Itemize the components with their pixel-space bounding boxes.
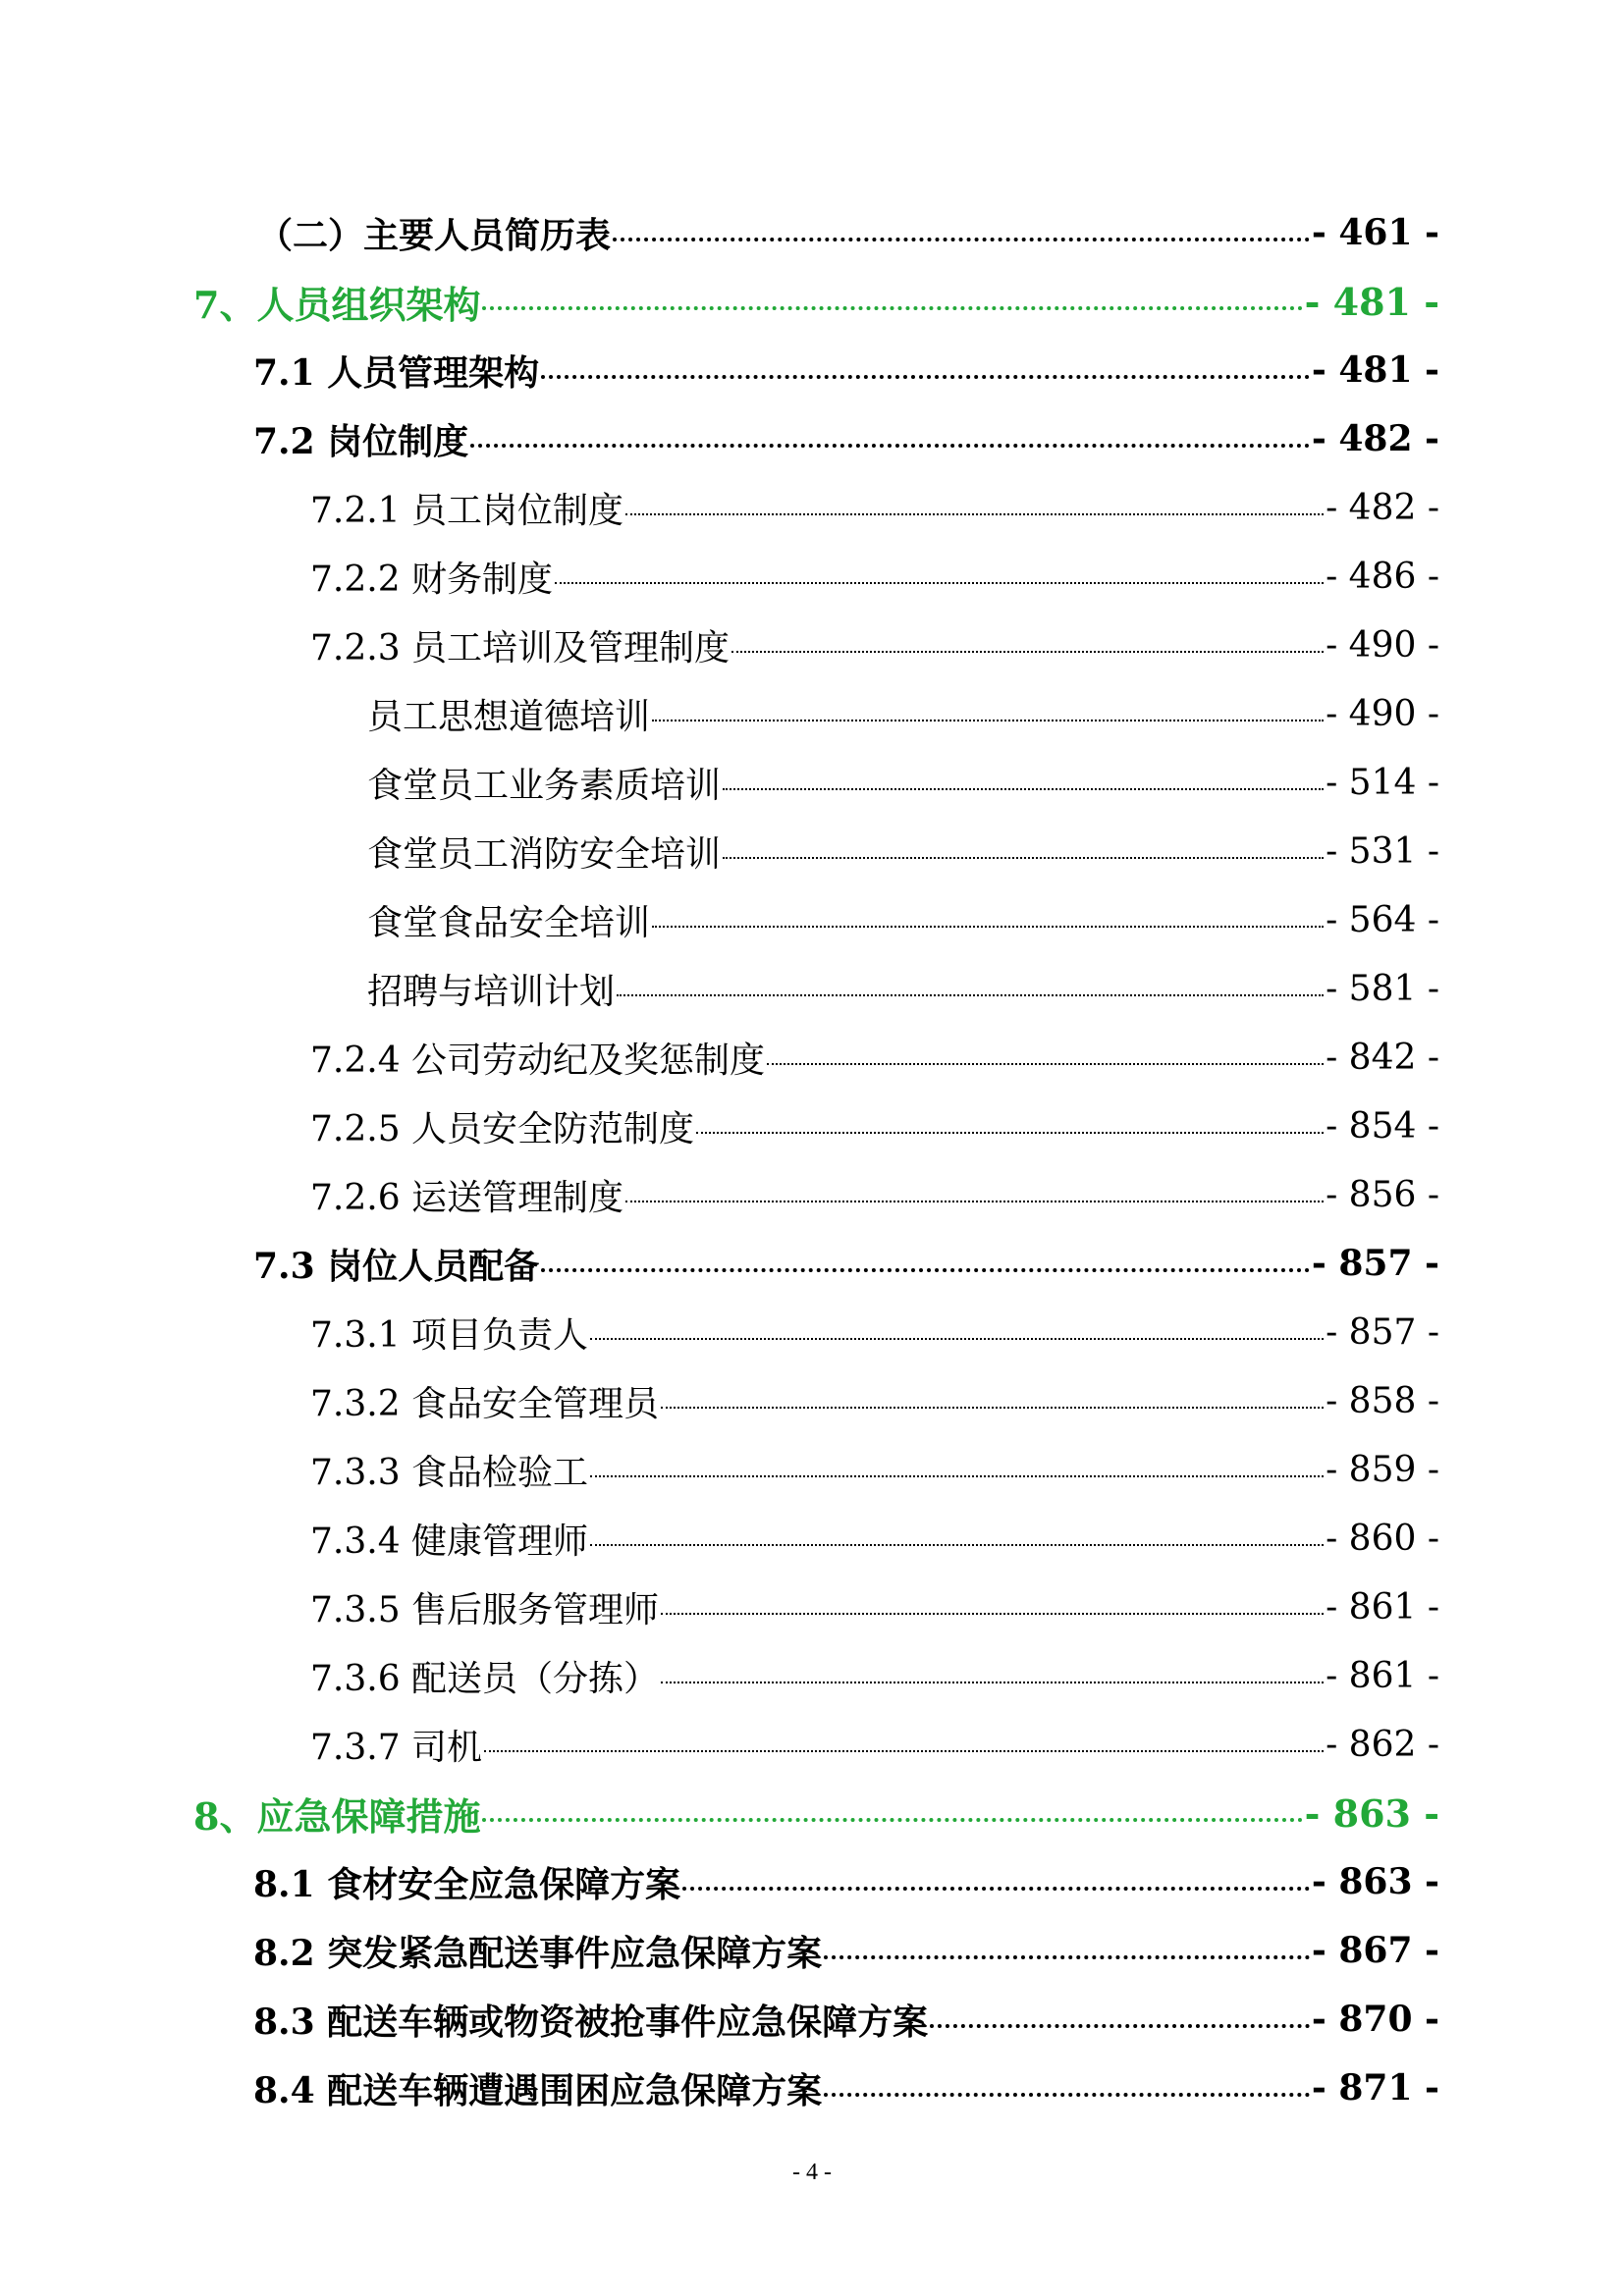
toc-entry-title: 7.3.5 售后服务管理师 xyxy=(310,1589,660,1630)
toc-entry[interactable] xyxy=(0,679,1624,748)
toc-entry-title: 食堂员工业务素质培训 xyxy=(367,765,722,806)
toc-entry[interactable] xyxy=(0,336,1624,404)
toc-entry-title: 食堂食品安全培训 xyxy=(367,902,651,943)
toc-dot-leader xyxy=(661,1682,1324,1683)
toc-entry-page: - 860 - xyxy=(1326,1518,1439,1559)
toc-dot-leader xyxy=(590,1338,1324,1340)
toc-entry[interactable] xyxy=(0,1847,1624,1916)
toc-entry-title: （二）主要人员简历表 xyxy=(257,214,612,256)
toc-entry[interactable] xyxy=(0,473,1624,542)
toc-entry-title: 7.1 人员管理架构 xyxy=(253,351,540,394)
toc-dot-leader xyxy=(617,994,1324,996)
toc-dot-leader xyxy=(625,1201,1324,1202)
toc-entry-page: - 514 - xyxy=(1326,762,1439,803)
toc-dot-leader xyxy=(613,238,1310,241)
toc-entry[interactable] xyxy=(0,1779,1624,1847)
toc-entry[interactable] xyxy=(0,817,1624,885)
toc-entry[interactable] xyxy=(0,1985,1624,2054)
toc-entry-title: 招聘与培训计划 xyxy=(367,971,616,1012)
toc-dot-leader xyxy=(541,1268,1310,1272)
toc-dot-leader xyxy=(731,651,1324,653)
toc-entry-page: - 481 - xyxy=(1304,279,1439,324)
toc-dot-leader xyxy=(723,857,1324,859)
toc-entry-title: 7.2.4 公司劳动纪及奖惩制度 xyxy=(310,1040,766,1081)
toc-entry[interactable] xyxy=(0,748,1624,817)
toc-dot-leader xyxy=(541,375,1310,379)
toc-dot-leader xyxy=(930,2024,1310,2028)
toc-entry[interactable] xyxy=(0,1160,1624,1229)
toc-entry-title: 员工思想道德培训 xyxy=(367,696,651,737)
toc-entry[interactable] xyxy=(0,1916,1624,1985)
toc-entry-page: - 858 - xyxy=(1326,1380,1439,1421)
toc-entry-page: - 856 - xyxy=(1326,1174,1439,1215)
toc-dot-leader xyxy=(767,1063,1324,1065)
toc-dot-leader xyxy=(723,788,1324,790)
toc-dot-leader xyxy=(696,1132,1324,1134)
toc-entry-page: - 862 - xyxy=(1326,1724,1439,1765)
toc-dot-leader xyxy=(484,1750,1324,1752)
toc-entry[interactable] xyxy=(0,198,1624,267)
toc-dot-leader xyxy=(590,1544,1324,1546)
toc-entry-title: 7.2.3 员工培训及管理制度 xyxy=(310,627,731,668)
toc-entry[interactable] xyxy=(0,542,1624,611)
toc-entry-page: - 863 - xyxy=(1311,1861,1439,1902)
toc-entry-page: - 857 - xyxy=(1311,1243,1439,1284)
toc-entry-page: - 854 - xyxy=(1326,1105,1439,1147)
table-of-contents xyxy=(0,198,1624,2122)
toc-entry[interactable] xyxy=(0,1504,1624,1573)
toc-dot-leader xyxy=(824,2093,1310,2097)
toc-entry-title: 7.2.2 财务制度 xyxy=(310,559,554,600)
toc-entry-page: - 867 - xyxy=(1311,1930,1439,1971)
toc-entry-title: 7.2.6 运送管理制度 xyxy=(310,1177,624,1218)
toc-entry-title: 7.3.4 健康管理师 xyxy=(310,1521,589,1562)
toc-entry[interactable] xyxy=(0,611,1624,679)
toc-entry-page: - 490 - xyxy=(1326,624,1439,666)
toc-entry-page: - 871 - xyxy=(1311,2067,1439,2109)
toc-entry-page: - 863 - xyxy=(1304,1790,1439,1836)
toc-entry[interactable] xyxy=(0,1366,1624,1435)
toc-entry-title: 7.2 岗位制度 xyxy=(253,420,469,462)
toc-entry-title: 7.3.2 食品安全管理员 xyxy=(310,1383,660,1424)
toc-dot-leader xyxy=(482,306,1302,310)
toc-entry[interactable] xyxy=(0,954,1624,1023)
toc-entry[interactable] xyxy=(0,2054,1624,2122)
toc-entry-page: - 861 - xyxy=(1326,1655,1439,1696)
toc-entry-page: - 461 - xyxy=(1311,212,1439,253)
toc-dot-leader xyxy=(555,582,1324,584)
toc-entry-title: 7.2.5 人员安全防范制度 xyxy=(310,1108,695,1149)
toc-dot-leader xyxy=(652,926,1324,928)
toc-entry[interactable] xyxy=(0,885,1624,954)
toc-dot-leader xyxy=(470,444,1310,448)
toc-entry[interactable] xyxy=(0,1092,1624,1160)
toc-entry[interactable] xyxy=(0,1229,1624,1298)
toc-entry-page: - 857 - xyxy=(1326,1311,1439,1353)
toc-entry-page: - 870 - xyxy=(1311,1999,1439,2040)
toc-entry[interactable] xyxy=(0,1298,1624,1366)
toc-entry-title: 8、应急保障措施 xyxy=(193,1793,481,1839)
toc-dot-leader xyxy=(661,1407,1324,1409)
toc-entry-page: - 481 - xyxy=(1311,349,1439,391)
toc-entry-title: 7.3.6 配送员（分拣） xyxy=(310,1658,660,1699)
toc-entry-page: - 842 - xyxy=(1326,1037,1439,1078)
toc-entry[interactable] xyxy=(0,1641,1624,1710)
toc-entry[interactable] xyxy=(0,404,1624,473)
toc-entry-title: 7.3.3 食品检验工 xyxy=(310,1452,589,1493)
toc-entry[interactable] xyxy=(0,1710,1624,1779)
toc-entry-title: 8.4 配送车辆遭遇围困应急保障方案 xyxy=(253,2069,823,2111)
toc-entry-page: - 564 - xyxy=(1326,899,1439,940)
toc-entry[interactable] xyxy=(0,1435,1624,1504)
toc-entry-page: - 531 - xyxy=(1326,830,1439,872)
toc-entry-title: 7、人员组织架构 xyxy=(193,282,481,327)
toc-dot-leader xyxy=(682,1887,1310,1891)
toc-entry[interactable] xyxy=(0,1573,1624,1641)
toc-entry-title: 8.3 配送车辆或物资被抢事件应急保障方案 xyxy=(253,2001,929,2043)
toc-dot-leader xyxy=(652,720,1324,721)
toc-entry-title: 食堂员工消防安全培训 xyxy=(367,833,722,875)
toc-entry[interactable] xyxy=(0,267,1624,336)
page-number: - 4 - xyxy=(792,2160,832,2185)
toc-entry-page: - 482 - xyxy=(1326,487,1439,528)
toc-entry-page: - 581 - xyxy=(1326,968,1439,1009)
toc-entry-title: 7.3 岗位人员配备 xyxy=(253,1245,540,1287)
toc-dot-leader xyxy=(824,1955,1310,1959)
toc-entry-page: - 482 - xyxy=(1311,418,1439,459)
toc-entry-title: 7.3.1 项目负责人 xyxy=(310,1314,589,1356)
toc-entry-title: 8.1 食材安全应急保障方案 xyxy=(253,1863,681,1905)
toc-dot-leader xyxy=(482,1818,1302,1822)
toc-entry-title: 7.2.1 员工岗位制度 xyxy=(310,490,624,531)
toc-entry[interactable] xyxy=(0,1023,1624,1092)
toc-entry-page: - 859 - xyxy=(1326,1449,1439,1490)
toc-entry-page: - 490 - xyxy=(1326,693,1439,734)
toc-dot-leader xyxy=(590,1475,1324,1477)
toc-entry-page: - 486 - xyxy=(1326,556,1439,597)
toc-dot-leader xyxy=(661,1613,1324,1615)
toc-entry-page: - 861 - xyxy=(1326,1586,1439,1628)
toc-entry-title: 7.3.7 司机 xyxy=(310,1727,483,1768)
toc-dot-leader xyxy=(625,513,1324,515)
toc-entry-title: 8.2 突发紧急配送事件应急保障方案 xyxy=(253,1932,823,1974)
